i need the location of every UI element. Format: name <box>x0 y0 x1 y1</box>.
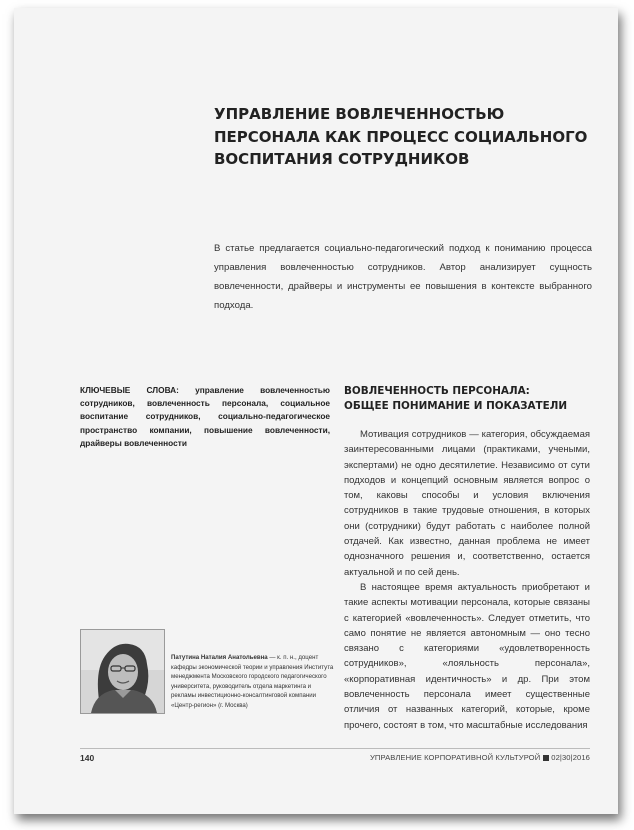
section-heading <box>344 384 604 414</box>
footer-journal-info <box>370 753 590 762</box>
keywords-label: КЛЮЧЕВЫЕ СЛОВА: <box>80 385 179 395</box>
title-line: ПЕРСОНАЛА КАК ПРОЦЕСС СОЦИАЛЬНОГО <box>214 127 588 146</box>
section-heading-line: ВОВЛЕЧЕННОСТЬ ПЕРСОНАЛА: <box>344 385 530 397</box>
journal-page <box>14 8 618 814</box>
author-info <box>171 653 334 711</box>
section-heading-line: ОБЩЕЕ ПОНИМАНИЕ И ПОКАЗАТЕЛИ <box>344 399 568 412</box>
keywords-text: управление вовлеченностью сотрудников, вовлеченность персонала, социальное воспитание сотрудников, социально-педагогическое пространство компании, повышение вовлеченности, драйверы вовлеченности <box>80 385 330 448</box>
issue-number: 02|30|2016 <box>551 753 590 762</box>
author-name: Патутина Наталия Анатольевна <box>171 654 268 661</box>
title-line: ВОСПИТАНИЯ СОТРУДНИКОВ <box>214 150 470 168</box>
article-title <box>214 103 604 171</box>
keywords-block <box>80 384 330 450</box>
body-paragraph: Мотивация сотрудников — категория, обсуждаемая заинтересованными лицами (практиками, учеными, экспертами) не одно десятилетие. Независимо от сути подходов и концепций основным является вопрос о том, каковы способы и условия включения сотрудников в такие трудовые отношения, в которых они (сотрудники) будут работать с наиболее полной отдачей. Как известно, данная проблема не имеет однозначного решения и, соответственно, остается актуальной и по сей день. <box>344 429 590 578</box>
title-line: УПРАВЛЕНИЕ ВОВЛЕЧЕННОСТЬЮ <box>214 105 505 123</box>
author-portrait-icon <box>81 630 164 713</box>
article-body <box>344 427 590 733</box>
journal-name: УПРАВЛЕНИЕ КОРПОРАТИВНОЙ КУЛЬТУРОЙ <box>369 753 541 762</box>
body-paragraph: В настоящее время актуальность приобретают и такие аспекты мотивации персонала, которые связаны с категорией «вовлеченность». Следует отметить, что само понятие не является автономным — оно тесно связано с категориями «удовлетворенность сотрудников», «лояльность персонала», «корпоративная идентичность» и др. При этом вовлеченность персонала имеет существенные отличия от названных категорий, которые, кроме прочего, состоят в том, что масштабные исследования <box>344 581 590 731</box>
author-photo <box>80 629 165 714</box>
author-bio: — к. п. н., доцент кафедры экономической теории и управления Института менеджмента Московского городского педагогического университета, руководитель отдела маркетинга и рекламы инвестиционно-консалтинговой компании «Центр-регион» (г. Москва) <box>171 654 334 709</box>
square-separator-icon <box>543 755 549 761</box>
page-number: 140 <box>80 753 95 763</box>
footer-divider <box>80 748 590 749</box>
article-abstract: В статье предлагается социально-педагогический подход к пониманию процесса управления вовлеченностью сотрудников. Автор анализирует сущность вовлеченности, драйверы и инструменты ее повышения в контексте выбранного подхода. <box>214 243 592 311</box>
